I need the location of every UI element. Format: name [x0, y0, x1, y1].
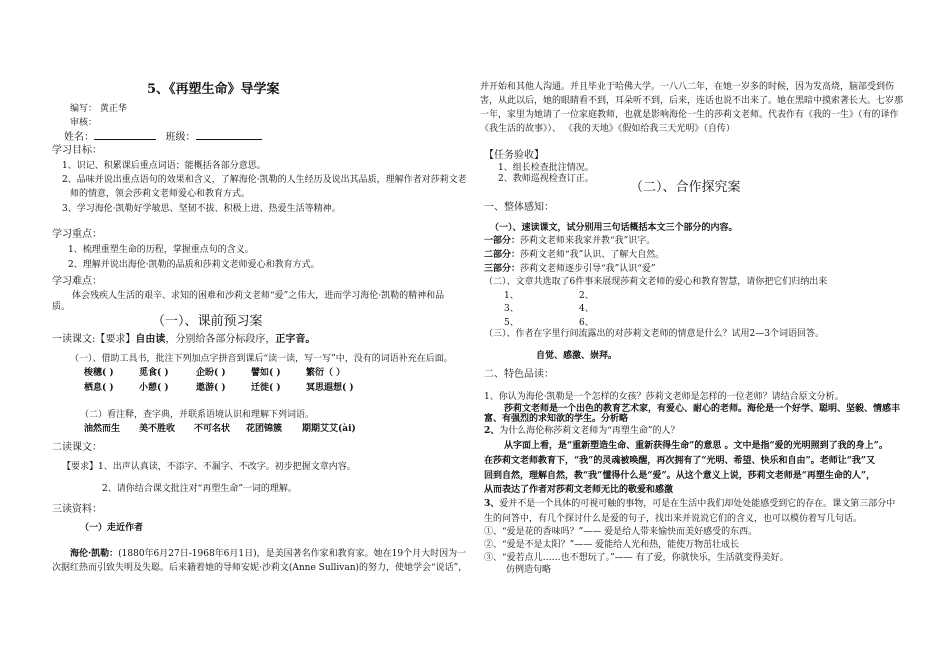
event-num: 5、 [504, 318, 519, 328]
overall-heading: 一、整体感知： [484, 202, 554, 213]
word-item: 期期艾艾(ài) [302, 424, 356, 434]
overall-answer3: 自觉、感激、崇拜。 [536, 351, 618, 361]
read1-free: 自由读 [135, 334, 166, 345]
read1-pron: 正字音。 [275, 334, 316, 345]
question-text: 爱并不是一个具体的可视可触的事物，可是在生活中我们却处处能感受到它的存在。课文第三部分中 [499, 499, 896, 509]
question-text: 为什么海伦称莎莉文老师为“再塑生命”的人？ [499, 426, 680, 436]
check-heading: 【任务验收】 [484, 150, 544, 161]
answer-line: 莎莉文老师是一个出色的教育艺术家，有爱心、耐心的老师。海伦是一个好学、聪明、坚毅、情感丰 [504, 404, 901, 414]
question [484, 499, 895, 510]
word-item: 遨游( ) [196, 383, 226, 393]
part-label: 一部分： [484, 236, 521, 246]
word-item: 冥思遐想( ) [306, 383, 354, 393]
part-label: 三部分： [484, 264, 521, 274]
name-blank[interactable] [94, 130, 156, 140]
question-number: 2、 [484, 426, 500, 436]
word-item: 迁徙( ) [251, 383, 281, 393]
answer-line: 从字面上看，是“重新塑造生命、重新获得生命”的意思 。文中是指“爱的光明照到了我的身上”。 [504, 441, 888, 451]
part-line [484, 236, 655, 247]
bio-line: 次据红热而引致失明及失聪。后来籍着她的导师安妮·沙莉文(Anne Sullivan)的努力，使她学会“说话”， [52, 563, 468, 573]
sample-sentence: ③、“爱若点儿……也不想玩了。”—— 有了爱，你就快乐，生活就变得美好。 [484, 553, 789, 563]
word-item: 油然而生 [84, 424, 121, 434]
features-heading: 二、特色品读： [484, 369, 554, 380]
difficulties-heading: 学习难点： [52, 276, 102, 287]
tail-note: 仿例造句略 [506, 565, 552, 575]
key-point-item: 1、梳理重塑生命的历程，掌握重点句的含义。 [68, 245, 254, 255]
class-label: 班级： [165, 132, 196, 143]
doc-title: 5、《再塑生命》导学案 [147, 82, 280, 97]
part-line [484, 264, 655, 275]
read2-requirement: 2、请你结合课文批注对“再塑生命”一词的理解。 [102, 484, 297, 494]
word-item: 企盼( ) [196, 368, 226, 378]
word-item: 小憩( ) [139, 383, 169, 393]
answer-line: 富、有强烈的求知欲的学生。分析略 [484, 414, 629, 424]
word-item: 譬如( ) [251, 368, 281, 378]
bio-name: 海伦·凯勒： [70, 549, 119, 559]
goal-item: 2、品味并说出重点语句的效果和含义，了解海伦·凯勒的人生经历及说出其品质，理解作者对莎莉文老 [62, 175, 467, 185]
name-label: 姓名： [64, 132, 94, 143]
name-class-line [64, 130, 262, 145]
bio-line [70, 549, 466, 560]
word-item: 梭穗( ) [84, 368, 114, 378]
read3-subheading: （一）走近作者 [80, 523, 144, 533]
goal-item: 3、学习海伦·凯勒好学敏思、坚韧不拔、积极上进、热爱生活等精神。 [62, 204, 341, 214]
sample-sentence: ①、“爱是花的香味吗？”—— 爱是给人带来愉快而美好感受的东西。 [484, 527, 758, 537]
answer-line: 在莎莉文老师教育下，“我”的灵魂被唤醒，再次拥有了“光明、希望、快乐和自由”。老师让“我”又 [484, 456, 876, 466]
read1-task1: （一）、借助工具书，批注下列加点字拼音到课后“读一读，写一写”中，没有的词语补充在后面。 [70, 354, 453, 364]
answer-line: 回到自然，理解自然，教“我”懂得什么是“爱”。从这个意义上说，莎莉文老师是“再塑生命的人”， [484, 471, 876, 481]
difficulties-text: 质。 [52, 302, 71, 312]
read3-heading: 三读资料： [52, 504, 102, 515]
overall-task1: （一）、速读课文，试分别用三句话概括本文三个部分的内容。 [490, 223, 738, 233]
word-item: 美不胜收 [139, 424, 176, 434]
reviewer-line: 审核： [70, 118, 98, 128]
key-point-item: 2、理解并说出海伦·凯勒的品质和莎莉文老师爱心和教育方式。 [68, 260, 320, 270]
check-item: 2、教师巡视检查订正。 [498, 174, 594, 184]
word-item: 繁衍（ ） [306, 368, 346, 378]
section1-title: （一）、课前预习案 [152, 314, 263, 329]
goal-item: 师的情意，领会莎莉文老师爱心和教育方式。 [70, 189, 251, 199]
word-item: 觅食( ) [139, 368, 169, 378]
read2-requirement: 【要求】1、出声认真读，不添字、不漏字、不改字。初步把握文章内容。 [62, 462, 356, 472]
read1-mid: ，分别给各部分标段序， [165, 334, 276, 345]
bio-cont-line: 并开始和其他人沟通。并且毕业于哈佛大学。一八八二年，在她一岁多的时候，因为发高烧，脑部受到伤 [480, 82, 895, 92]
event-num: 2、 [579, 291, 594, 301]
overall-task3: （三）、作者在字里行间流露出的对莎莉文老师的情意是什么？试用2—3个词语回答。 [484, 329, 824, 339]
word-item: 栖息( ) [84, 383, 114, 393]
word-item: 不可名状 [194, 424, 231, 434]
goal-item: 1、识记、积累课后重点词语；能概括各部分意思。 [62, 161, 266, 171]
part-text: 莎莉文老师逐步引导“我”认识“爱” [520, 264, 656, 274]
event-num: 1、 [504, 291, 519, 301]
answer-line: 从而表达了作者对莎莉文老师无比的敬爱和感激 [484, 485, 674, 495]
sample-sentence: ②、“爱是不是太阳？”—— 爱能给人光和热，能使万物茁壮成长 [484, 540, 740, 550]
event-num: 4、 [579, 304, 594, 314]
part-text: 莎莉文老师来我家并教“我”识字。 [520, 236, 656, 246]
class-blank[interactable] [196, 130, 262, 140]
bio-cont-line: 一年，家里为她请了一位家庭教师，也就是影响海伦一生的莎莉文老师。代表作有《我的一生》（有的译作 [480, 110, 899, 120]
question [484, 426, 679, 437]
part-text: 莎莉文老师“我”认识、了解大自然。 [520, 250, 665, 260]
read2-heading: 二读课文： [52, 442, 102, 453]
read1-task2: （二）看注释，查字典，并联系语境认识和理解下列词语。 [80, 410, 315, 420]
part-line [484, 250, 664, 261]
bio-text: (1880年6月27日-1968年6月1日)，是美国著名作家和教育家。她在19个月大时因为一 [118, 549, 467, 559]
word-item: 花团锦簇 [246, 424, 283, 434]
bio-cont-line: 《我生活的故事》）、 《我的天地》《假如给我三天光明》（自传） [480, 124, 735, 134]
key-points-heading: 学习重点： [52, 229, 102, 240]
section2-title: （二）、合作探究案 [630, 180, 741, 195]
part-label: 二部分： [484, 250, 521, 260]
event-num: 6、 [579, 318, 594, 328]
read1-heading [52, 334, 315, 347]
question-text: 生的问答中，有几个探讨什么是爱的句子，找出来并说说它们的含义，也可以模仿着写几句话。 [484, 514, 863, 524]
question-number: 3、 [484, 499, 500, 509]
check-item: 1、组长检查批注情况。 [498, 163, 594, 173]
event-num: 3、 [504, 304, 519, 314]
author-line: 编写： 黄正华 [70, 104, 127, 114]
difficulties-text: 体会残疾人生活的艰辛、求知的困难和沙莉文老师“爱”之伟大，进而学习海伦·凯勒的精神和品 [72, 291, 445, 301]
question: 1、你认为海伦·凯勒是一个怎样的女孩？莎莉文老师是怎样的一位老师？请结合原文分析。 [484, 392, 844, 402]
goals-heading: 学习目标： [52, 145, 102, 156]
overall-task2: （二）、文章共选取了6件事来展现莎莉文老师的爱心和教育智慧，请你把它们归纳出来 [484, 277, 828, 287]
read1-label: 一读课文:【要求】 [52, 334, 136, 345]
bio-cont-line: 害，从此以后，她的眼睛看不到，耳朵听不到，后来，连话也说不出来了。她在黑暗中摸索著长大。七岁那 [480, 96, 904, 106]
